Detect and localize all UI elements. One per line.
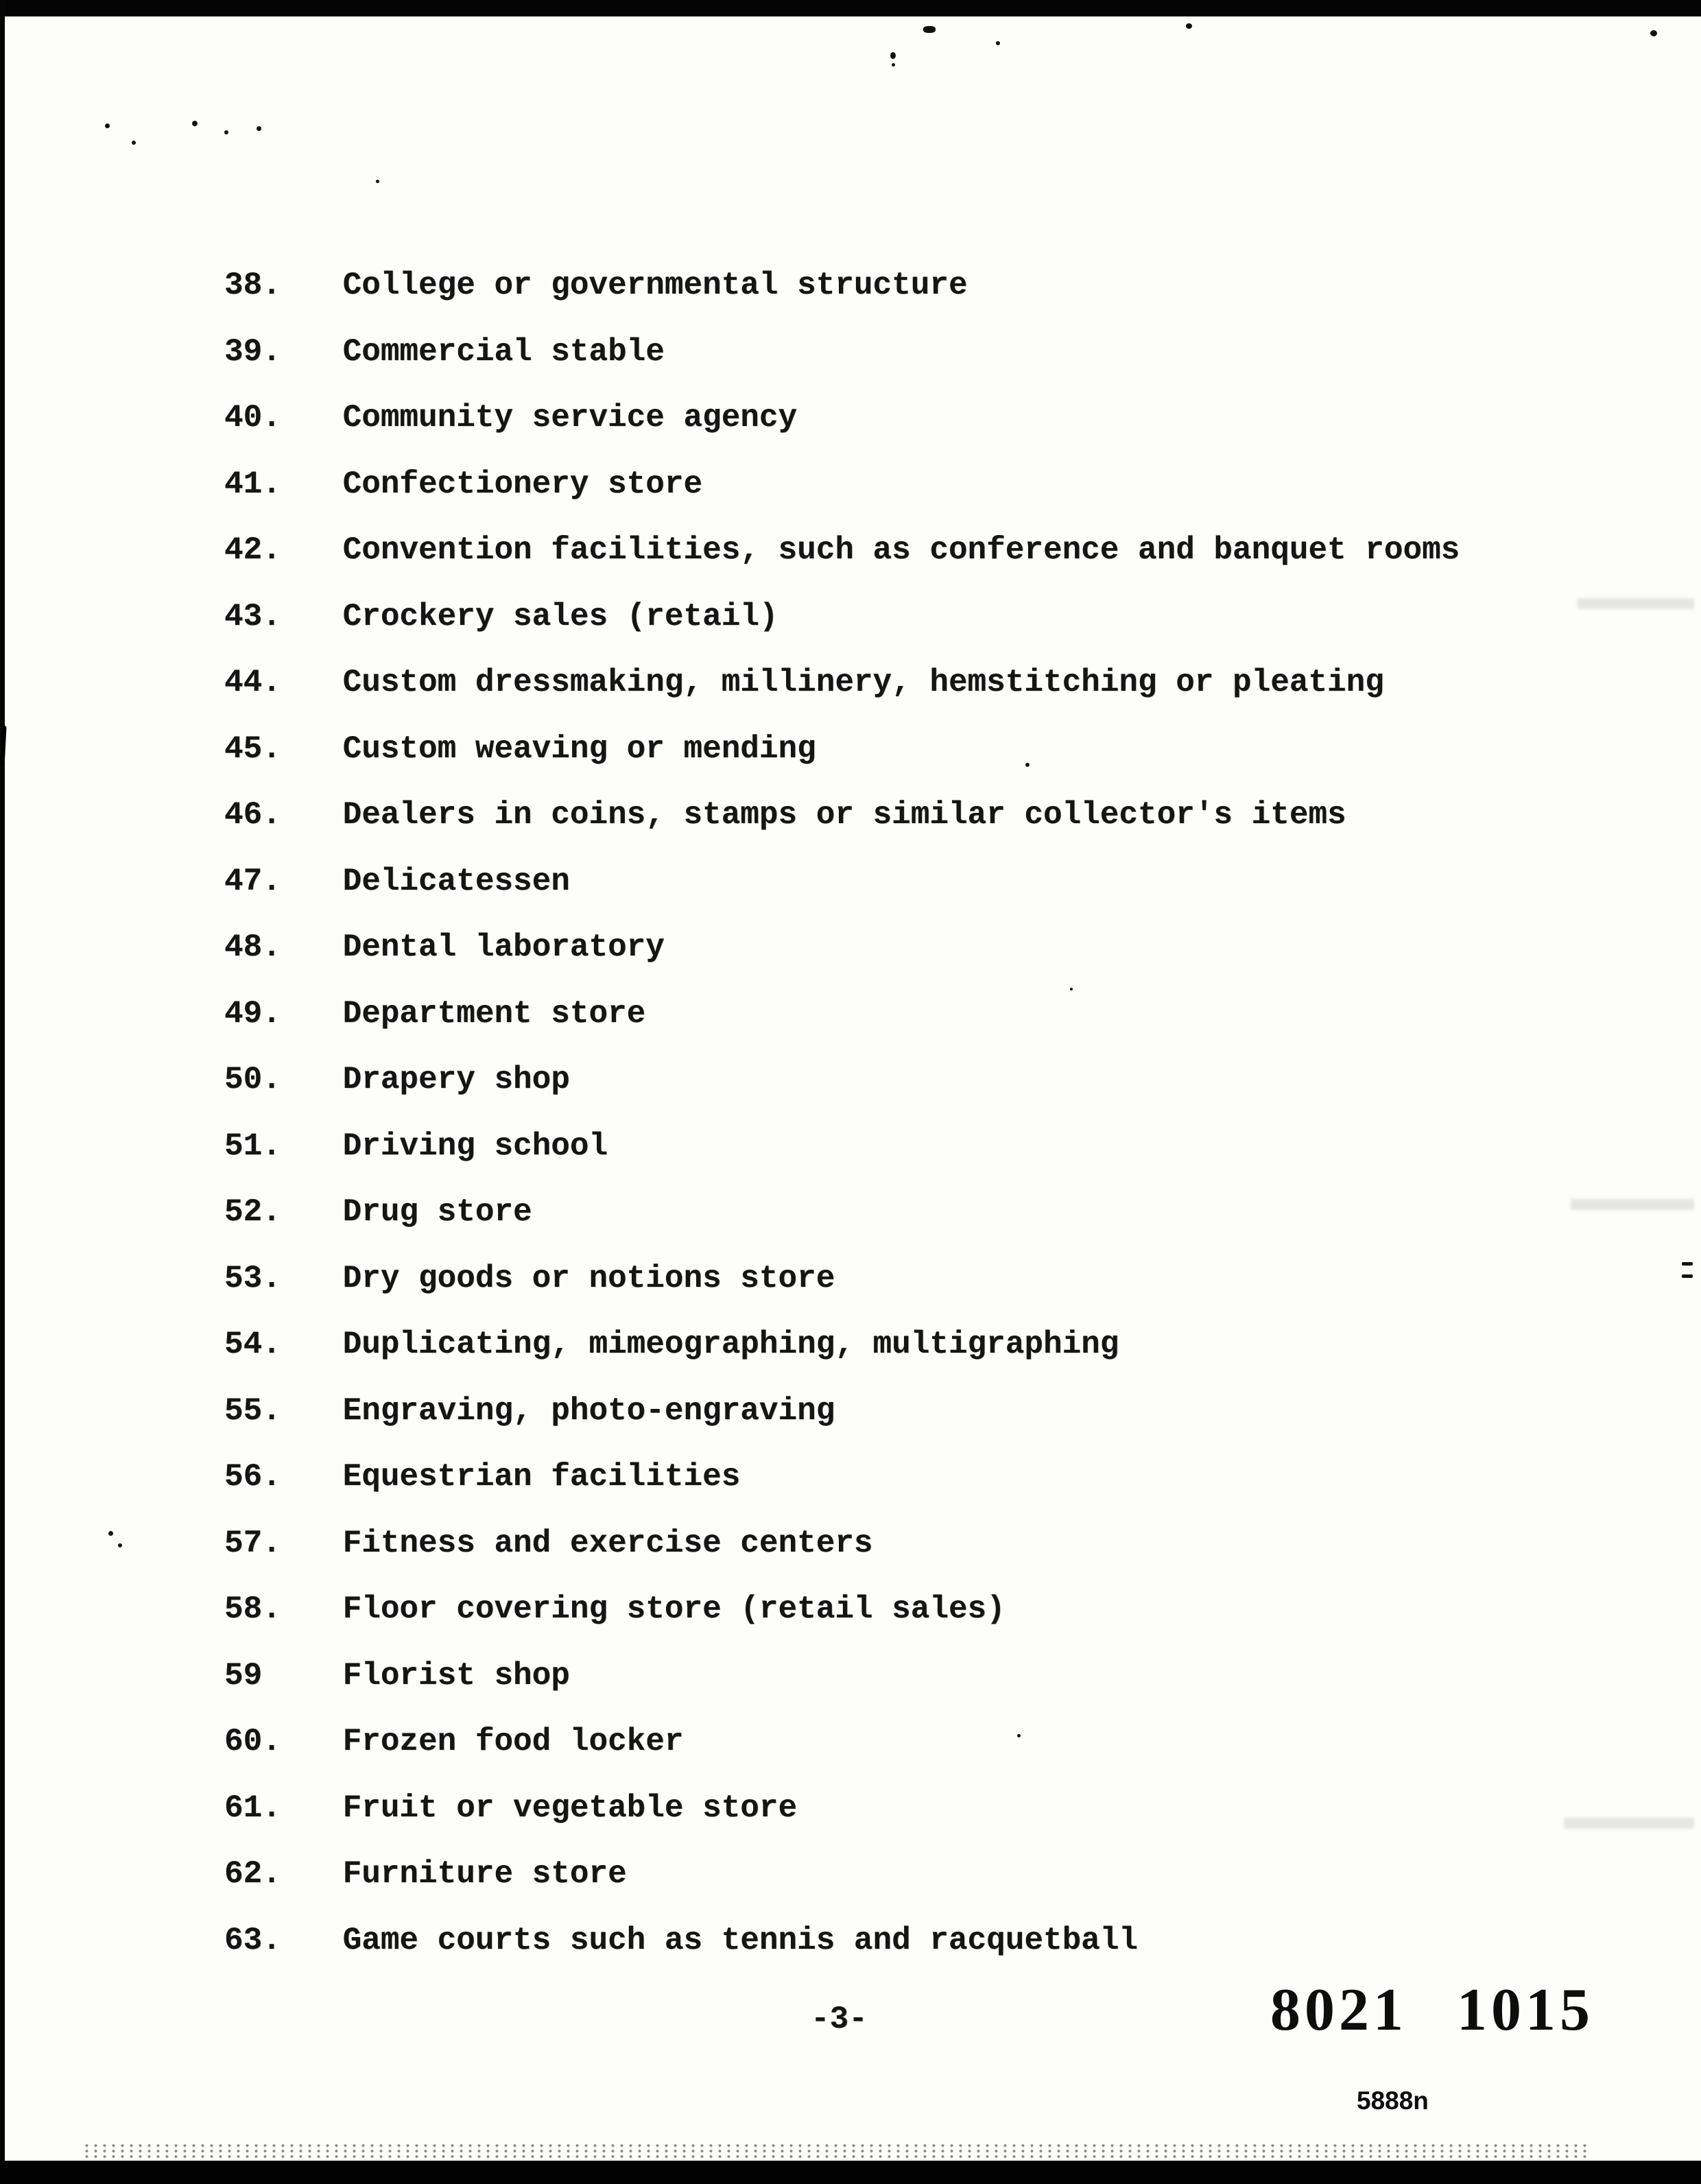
list-item xyxy=(224,517,1460,584)
list-item-text: College or governmental structure xyxy=(342,268,968,303)
scan-speck xyxy=(376,180,379,183)
list-item xyxy=(224,1841,1460,1908)
list-item-text: Community service agency xyxy=(342,400,798,436)
list-item-number: 55. xyxy=(224,1392,281,1429)
list-item-text: Crockery sales (retail) xyxy=(342,598,778,634)
list-item-number: 48. xyxy=(224,929,281,965)
list-item-text: Delicatessen xyxy=(342,863,570,899)
scan-artifact-top-edge xyxy=(0,0,1701,16)
scan-speck xyxy=(105,123,110,128)
list-item-number: 52. xyxy=(224,1194,281,1230)
list-item-number: 47. xyxy=(224,863,281,899)
list-item-number: 54. xyxy=(224,1327,281,1362)
list-item-text: Dry goods or notions store xyxy=(342,1260,835,1296)
list-item-number: 50. xyxy=(224,1062,281,1097)
list-item-number: 56. xyxy=(224,1459,281,1495)
list-item xyxy=(224,1246,1460,1312)
stamp-number xyxy=(1270,1975,1594,2045)
list-item xyxy=(224,385,1460,451)
scan-artifact-left-edge xyxy=(0,0,5,2184)
list-item-number: 58. xyxy=(224,1591,281,1627)
list-item xyxy=(224,1444,1460,1510)
stamp-number-right: 1015 xyxy=(1457,1977,1594,2043)
scan-speck xyxy=(1186,23,1192,29)
scan-speck xyxy=(118,1543,122,1547)
stamp-number-left: 8021 xyxy=(1270,1977,1407,2043)
list-item xyxy=(224,1510,1460,1577)
list-item-number: 59 xyxy=(224,1657,263,1694)
list-item xyxy=(224,1709,1460,1775)
scan-speck xyxy=(132,141,136,145)
list-item-text: Confectionery store xyxy=(342,466,703,502)
list-item xyxy=(224,1047,1460,1113)
list-item xyxy=(224,1908,1460,1974)
list-item-number: 43. xyxy=(224,598,281,634)
list-item xyxy=(224,1378,1460,1445)
numbered-list xyxy=(224,252,1460,1973)
scan-speck xyxy=(1682,1274,1693,1278)
scan-speck xyxy=(224,130,228,134)
list-item-text: Department store xyxy=(342,995,646,1032)
scan-speck xyxy=(892,63,895,67)
list-item xyxy=(224,1643,1460,1709)
list-item-number: 45. xyxy=(224,731,281,767)
list-item-number: 49. xyxy=(224,995,281,1032)
list-item-text: Fruit or vegetable store xyxy=(342,1790,798,1826)
scan-streak xyxy=(1571,1199,1694,1210)
list-item-number: 41. xyxy=(224,466,281,502)
scan-artifact-bottom-edge xyxy=(0,2161,1701,2184)
scan-speck xyxy=(108,1531,113,1536)
document-code: 5888n xyxy=(1357,2087,1429,2115)
list-item-text: Drug store xyxy=(342,1194,532,1230)
scan-streak xyxy=(1578,598,1694,609)
list-item-text: Drapery shop xyxy=(342,1062,570,1097)
scan-artifact-bottom-noise xyxy=(82,2143,1591,2159)
scan-speck xyxy=(257,126,261,131)
list-item-text: Florist shop xyxy=(342,1657,570,1694)
list-item xyxy=(224,650,1460,716)
list-item xyxy=(224,1775,1460,1842)
list-item-number: 46. xyxy=(224,797,281,833)
list-item-text: Driving school xyxy=(342,1128,608,1164)
list-item-number: 40. xyxy=(224,400,281,436)
list-item-text: Dealers in coins, stamps or similar collector's items xyxy=(342,797,1346,833)
list-item-number: 63. xyxy=(224,1922,281,1958)
list-item xyxy=(224,584,1460,650)
list-item xyxy=(224,1113,1460,1180)
list-item-number: 51. xyxy=(224,1128,281,1164)
list-item-text: Duplicating, mimeographing, multigraphing xyxy=(342,1327,1119,1362)
list-item xyxy=(224,981,1460,1047)
list-item-number: 53. xyxy=(224,1260,281,1296)
list-item-number: 57. xyxy=(224,1525,281,1561)
list-item-text: Custom dressmaking, millinery, hemstitching or pleating xyxy=(342,665,1384,700)
list-item xyxy=(224,848,1460,915)
scan-speck xyxy=(192,121,198,126)
list-item-number: 42. xyxy=(224,532,281,568)
list-item-number: 62. xyxy=(224,1856,281,1892)
list-item-text: Furniture store xyxy=(342,1856,627,1892)
scan-speck xyxy=(890,52,896,59)
page-number: -3- xyxy=(811,2002,868,2037)
list-item-text: Commercial stable xyxy=(342,333,665,370)
list-item xyxy=(224,914,1460,981)
scan-speck xyxy=(1650,30,1657,36)
list-item-text: Game courts such as tennis and racquetball xyxy=(342,1922,1138,1958)
list-item-text: Engraving, photo-engraving xyxy=(342,1392,835,1429)
list-item xyxy=(224,1311,1460,1378)
list-item xyxy=(224,716,1460,783)
list-item-text: Frozen food locker xyxy=(342,1724,684,1759)
list-item xyxy=(224,319,1460,385)
list-item xyxy=(224,252,1460,319)
list-item-text: Fitness and exercise centers xyxy=(342,1525,873,1561)
scan-streak xyxy=(1564,1818,1694,1829)
list-item-number: 39. xyxy=(224,333,281,370)
list-item-number: 38. xyxy=(224,268,281,303)
list-item-number: 61. xyxy=(224,1790,281,1826)
scan-speck xyxy=(996,41,1000,45)
scan-speck xyxy=(1682,1262,1693,1266)
list-item-number: 44. xyxy=(224,665,281,700)
list-item-text: Dental laboratory xyxy=(342,929,665,965)
list-item xyxy=(224,1179,1460,1246)
list-item-text: Convention facilities, such as conference and banquet rooms xyxy=(342,532,1460,568)
list-item-number: 60. xyxy=(224,1724,281,1759)
list-item-text: Custom weaving or mending xyxy=(342,731,816,767)
list-item xyxy=(224,782,1460,848)
list-item xyxy=(224,1576,1460,1643)
scan-speck xyxy=(923,26,936,33)
list-item xyxy=(224,451,1460,518)
list-item-text: Floor covering store (retail sales) xyxy=(342,1591,1006,1627)
list-item-text: Equestrian facilities xyxy=(342,1459,741,1495)
